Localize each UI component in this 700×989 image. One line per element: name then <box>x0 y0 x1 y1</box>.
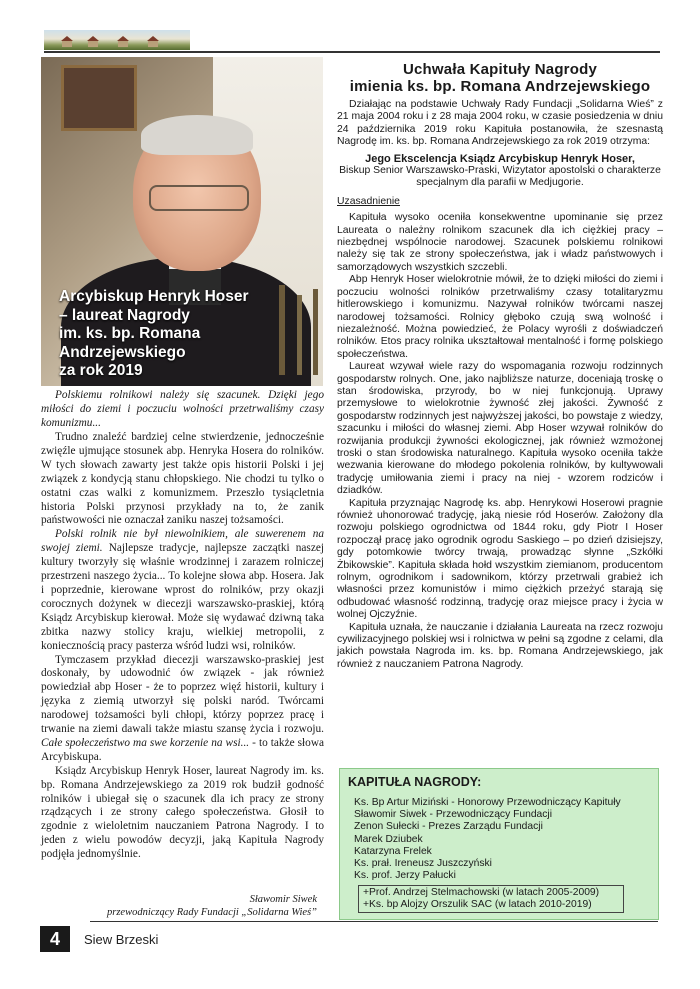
section-heading: Uzasadnienie <box>337 195 400 207</box>
lead-quote: Polskiemu rolnikowi należy się szacunek. Dzięki jego miłości do ziemi i poczuciu wolności przetrwaliśmy czasy komunizmu... <box>41 389 324 429</box>
list-item: Katarzyna Frelek <box>354 845 432 857</box>
paragraph: Kapituła przyznając Nagrodę ks. abp. Henrykowi Hoserowi pragnie również uhonorować tradycję, jaką niesie ród Hoserów. Założony dla rozwoju polskiego ogrodnictwa od 1844 roku, gdy Piotr I Hoser rozpoczął pracę jako ogrodnik ogrodu Saskiego – po dzień dzisiejszy, gdy potomkowie twórcy trwają, prowadząc słynne „Szkółki Żbikowskie”. Kapituła składa hołd wszystkim ziemianom, producentom rolnym, ogrodnikom i sadownikom, którzy przetrwali grabież ich własności przez komunistów i mimo ciężkich przeżyć starają się odbudować własność rodzinną, tradycję oraz miejsce pracy i życia w wolnej Ojczyźnie. <box>337 497 663 621</box>
list-item: Marek Dziubek <box>354 833 423 845</box>
list-item: +Ks. bp Alojzy Orszulik SAC (w latach 2010-2019) <box>363 899 592 910</box>
paragraph: Tymczasem przykład diecezji warszawsko-praskiej jest doskonały, by udowodnić ów związek - jak również powiedział abp Hoser - że to poprzez więź historii, kultury i języka z ziemią utworzył się polski naród. Twórcami narodowej tożsamości byli chłopi, którzy poprzez pracę i trwanie na ziemi dawali także miastu szansę życia i rozwoju. Całe społeczeństwo ma swe korzenie na wsi... - to także słowa Arcybiskupa. <box>41 653 324 763</box>
resolution-title: Uchwała Kapituły Nagrody imienia ks. bp. Romana Andrzejewskiego <box>349 61 651 95</box>
kapitula-box <box>339 768 659 920</box>
page-number: 4 <box>40 926 70 952</box>
signature <box>41 893 317 919</box>
memorial-box <box>358 885 624 913</box>
footer-rule <box>90 921 658 922</box>
paragraph: Trudno znaleźć bardziej celne stwierdzenie, jednocześnie zwięźle ujmujące stosunek abp. Henryka Hosera do rolników. W tych słowach zawarty jest także opis historii Polski i jej związek z kondycją stanu chłopskiego. Nie chodzi tu tylko o ostatni czas walki z komunizmem. Przeszło tysiącletnia historia Polski przynosi przykłady na to, że zanik państwowości nie oznaczał zaniku naszej tożsamości. <box>41 431 324 527</box>
list-item: Sławomir Siwek - Przewodniczący Fundacji <box>354 809 552 821</box>
list-item: Zenon Sułecki - Prezes Zarządu Fundacji <box>354 821 543 833</box>
paragraph: Ksiądz Arcybiskup Henryk Hoser, laureat Nagrody im. ks. bp. Romana Andrzejewskiego za 2019 rok budził godność rolników i ubiegał się o szacunek dla ich pracy ze strony rządzących i ze strony całego społeczeństwa. Głosił to zgodnie z wieloletnim nauczaniem Patrona Nagrody. I to jeden z wielu powodów decyzji, jaką Kapituła Nagrody podjęła jednomyślnie. <box>41 764 324 861</box>
paragraph: Polski rolnik nie był niewolnikiem, ale suwerenem na swojej ziemi. Najlepsze tradycje, najlepsze zaczątki naszej kultury tworzyły się właśnie wrodzinnej i zarazem rolniczej przestrzeni naszego życia... To kolejne słowa abp. Hosera. Jak i poprzednie, kierowane wprost do rolników, przy okazji corocznych dożynek w diecezji warszawsko-praskiej, którą Ksiądz Arcybiskup kierował. Może się wydawać dziwną taka zbitka nazwy stolicy kraju, wielkiej metropolii, z koniecznością pracy pasterza wśród ludzi wsi, rolników. <box>41 528 324 652</box>
header-village-banner <box>44 30 190 50</box>
archbishop-photo <box>41 57 323 386</box>
signature-role: przewodniczący Rady Fundacji „Solidarna Wieś” <box>107 907 317 918</box>
intro-paragraph: Działając na podstawie Uchwały Rady Fundacji „Solidarna Wieś” z 21 maja 2004 roku i z 28 maja 2004 roku, w czasie posiedzenia w dniu 24 października 2019 roku Kapituła postanowiła, że szesnastą Nagrodę im. ks. bp. Romana Andrzejewskiego za rok 2019 otrzyma: <box>337 99 663 148</box>
header-rule <box>44 51 660 53</box>
paragraph: Kapituła uznała, że nauczanie i działania Laureata na rzecz rozwoju cywilizacyjnego polskiej wsi i rolnictwa w pełni są zgodne z celami, dla jakich powstała Nagroda im. ks. bp. Romana Andrzejewskiego, jak również z nauczaniem Patrona Nagrody. <box>337 621 663 670</box>
signature-name: Sławomir Siwek <box>249 894 317 905</box>
resolution-body <box>337 99 663 671</box>
paragraph: Kapituła wysoko oceniła konsekwentne upominanie się przez Laureata o należny rolnikom szacunek dla ich ciężkiej pracy – niezbędnej wspólnocie narodowej. Szacunek polskiemu rolnikowi należy się tak ze strony społeczeństwa, jak i władz państwowych i samorządowych wszystkich szczebli. <box>337 212 663 273</box>
honoree-description: Biskup Senior Warszawsko-Praski, Wizytator apostolski o charakterze specjalnym dla parafii w Medjugorie. <box>339 165 661 189</box>
publication-name: Siew Brzeski <box>84 932 159 947</box>
list-item: Ks. Bp Artur Miziński - Honorowy Przewodniczący Kapituły <box>354 797 621 808</box>
honoree-name: Jego Ekscelencja Ksiądz Arcybiskup Henryk Hoser, <box>365 152 635 165</box>
paragraph: Abp Henryk Hoser wielokrotnie mówił, że to dzięki miłości do ziemi i poczuciu wolności rolników przetrwaliśmy czasy totalitaryzmu hitlerowskiego i komunizmu. Nazywał rolników twórcami naszej narodowej tożsamości. Rolnicy głęboko czują swą wolność i niezależność. Można powiedzieć, że Polacy wyrośli z doświadczeń rolników. Etos pracy rolnika ukształtował mentalność i formę polskiego społeczeństwa. <box>337 274 663 360</box>
photo-caption: Arcybiskup Henryk Hoser – laureat Nagrody im. ks. bp. Romana Andrzejewskiego za rok 2019 <box>59 288 249 380</box>
kapitula-members <box>354 797 654 882</box>
list-item: Ks. prał. Ireneusz Juszczyński <box>354 858 492 870</box>
list-item: Ks. prof. Jerzy Pałucki <box>354 870 456 882</box>
left-article-body <box>41 431 324 862</box>
paragraph: Laureat wzywał wiele razy do wspomagania rozwoju rodzinnych gospodarstw rolnych. One, jako najbliższe naturze, doceniają troskę o stan środowiska, przyrody, bo w niej funkcjonują. Uprawy przemysłowe to wielokrotnie żywność złej jakości. Żywność z gospodarstw rodzinnych jest najwyższej jakości, bo powstaje z wiedzy, szacunku i miłości do własnej ziemi. Abp Hoser wzywał rolników do rozwijania produkcji żywności ekologicznej, jak również wzmożonej troski o stan środowiska naturalnego. Kapituła wysoko oceniła także wezwania kierowane do młodego pokolenia rolników, by kultywowali tradycję umiłowania ziemi i pracy na niej - wzorem rodziców i dziadków. <box>337 361 663 497</box>
kapitula-title: KAPITUŁA NAGRODY: <box>348 775 482 789</box>
list-item: +Prof. Andrzej Stelmachowski (w latach 2005-2009) <box>363 887 600 898</box>
